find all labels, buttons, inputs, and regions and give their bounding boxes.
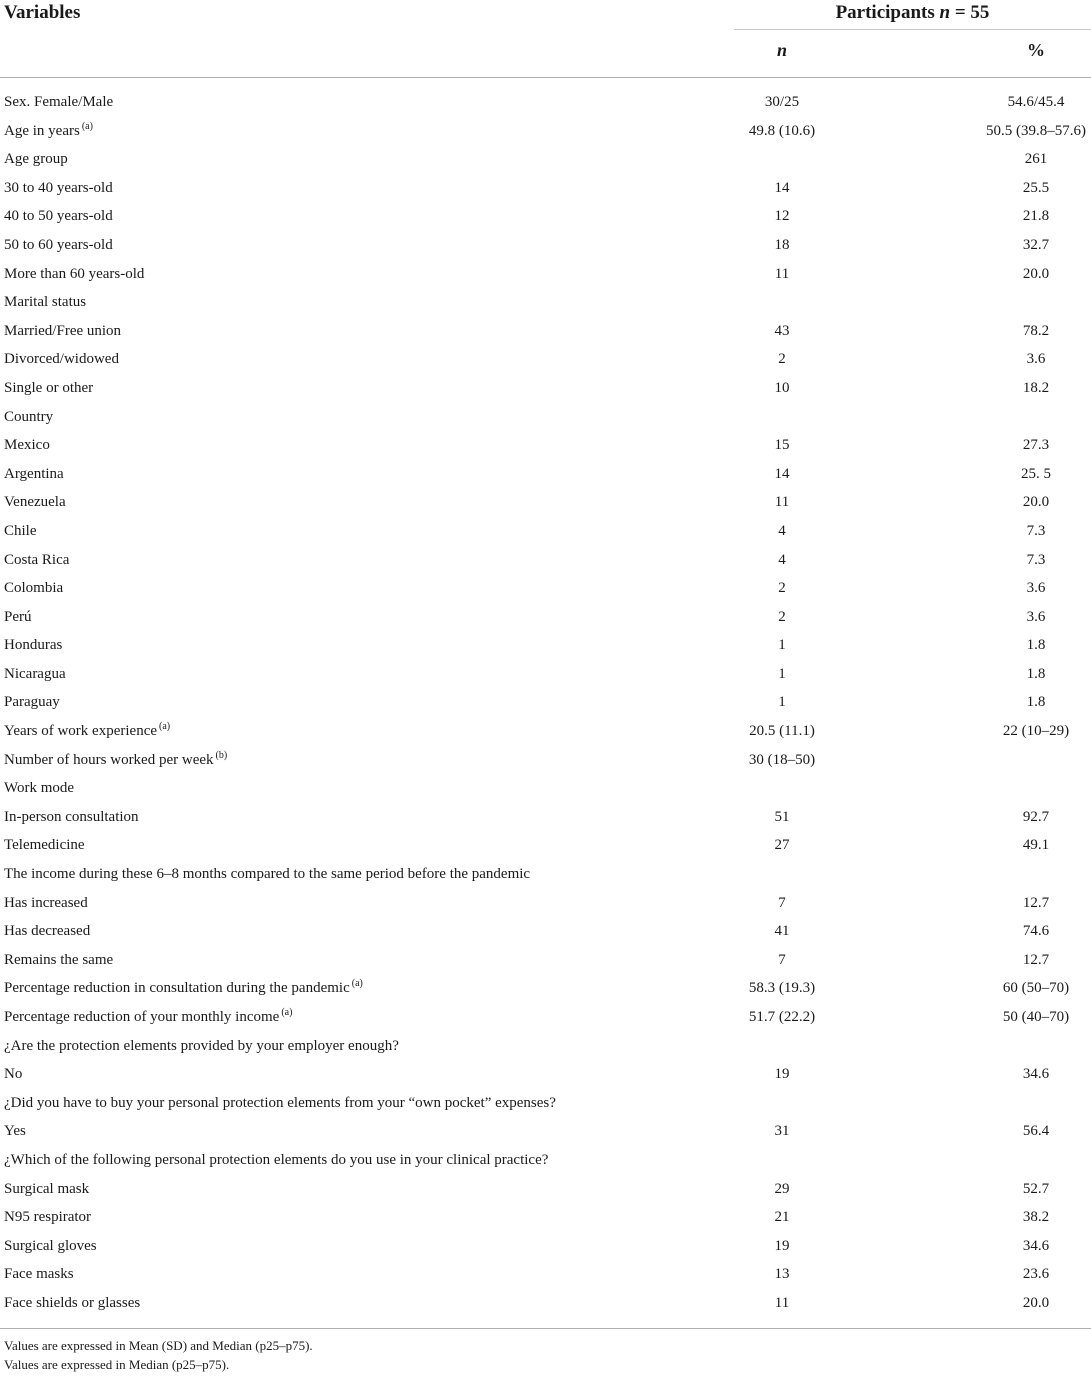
row-n-value: 11 [774,494,790,511]
table-row [0,1175,1091,1204]
row-label [4,1003,292,1031]
table-row [0,603,1091,632]
table-row [0,860,1091,889]
row-label-text: Paraguay [4,694,60,711]
row-label [4,631,62,659]
row-label-text: Single or other [4,379,94,396]
row-label [4,88,113,116]
footnote-marker: (a) [159,721,171,733]
row-percent-value: 92.7 [1022,808,1050,825]
table-row [0,374,1091,403]
table-row [0,831,1091,860]
column-header-n: n [776,40,787,60]
row-percent-value: 74.6 [1022,923,1050,940]
participants-count: = 55 [954,2,990,23]
row-n-value: 21 [774,1209,790,1226]
row-label [4,345,119,373]
row-label [4,917,90,945]
row-percent-value: 56.4 [1022,1123,1050,1140]
row-n-value: 51 [774,808,790,825]
row-percent-value: 50.5 (39.8–57.6) [986,122,1086,139]
row-label-text: Marital status [4,294,87,311]
row-n-value: 58.3 (19.3) [748,980,816,997]
row-n-value: 43 [774,322,790,339]
row-percent-value: 1.8 [1026,694,1046,711]
row-label [4,317,121,345]
row-label [4,803,139,831]
table-row [0,1060,1091,1089]
row-label-text: 50 to 60 years-old [4,236,113,253]
table-row [0,1089,1091,1118]
row-n-value: 7 [778,951,786,968]
row-percent-value: 22 (10–29) [1002,723,1070,740]
row-label [4,860,530,888]
row-label [4,746,227,774]
row-label [4,1289,140,1317]
row-n-value: 19 [774,1066,790,1083]
row-n-value: 27 [774,837,790,854]
table-row [0,746,1091,775]
row-label-text: Venezuela [4,494,66,511]
row-label-text: 40 to 50 years-old [4,208,113,225]
table-row [0,488,1091,517]
row-label [4,774,74,802]
row-percent-value: 25. 5 [1021,465,1051,482]
row-label-text: Has increased [4,894,88,911]
table-row [0,145,1091,174]
table-row [0,917,1091,946]
table-row [0,803,1091,832]
row-label-text: 30 to 40 years-old [4,179,113,196]
row-label-text: Surgical gloves [4,1237,97,1254]
row-n-value: 4 [778,551,786,568]
row-label-text: Nicaragua [4,665,66,682]
row-label [4,231,113,259]
row-n-value: 2 [778,351,786,368]
row-n-value: 30 (18–50) [748,751,816,768]
table-row [0,403,1091,432]
table-row [0,774,1091,803]
table-row [0,345,1091,374]
row-n-value: 1 [778,665,786,682]
row-n-value: 11 [774,1294,790,1311]
row-label [4,174,113,202]
row-n-value: 11 [774,265,790,282]
table-row [0,889,1091,918]
row-label-text: Sex. Female/Male [4,94,114,110]
row-label [4,517,37,545]
table-row [0,546,1091,575]
table-row [0,202,1091,231]
table-row [0,574,1091,603]
row-percent-value: 18.2 [1022,379,1050,396]
row-label [4,145,68,173]
row-percent-value: 20.0 [1022,265,1050,282]
row-percent-value: 3.6 [1026,580,1046,597]
row-label-text: Country [4,408,54,425]
participants-label: Participants [835,2,935,23]
table-row [0,317,1091,346]
row-label-text: Argentina [4,465,64,482]
row-label [4,688,60,716]
row-label [4,1260,74,1288]
row-label-text: No [4,1066,23,1083]
participants-n-symbol: n [939,2,951,23]
row-label-text: Telemedicine [4,837,85,854]
row-n-value: 15 [774,437,790,454]
table-row [0,460,1091,489]
table-row [0,974,1091,1003]
row-n-value: 14 [774,465,790,482]
row-label-text: Years of work experience [4,723,158,740]
row-percent-value: 3.6 [1026,608,1046,625]
row-n-value: 2 [778,580,786,597]
row-label [4,946,113,974]
row-percent-value: 20.0 [1022,494,1050,511]
row-label [4,660,66,688]
row-label-text: Face shields or glasses [4,1294,141,1311]
row-n-value: 13 [774,1266,790,1283]
row-label [4,546,69,574]
row-n-value: 51.7 (22.2) [748,1009,816,1025]
row-label-text: ¿Which of the following personal protection elements do you use in your clinical practice? [4,1151,549,1168]
row-percent-value: 7.3 [1026,522,1046,539]
participants-underline [734,29,1091,30]
row-label-text: Costa Rica [4,551,70,568]
header-divider [0,77,1091,78]
row-label-text: Colombia [4,580,64,597]
row-label-text: Perú [4,608,32,625]
row-label [4,574,63,602]
row-label-text: Has decreased [4,923,91,940]
row-percent-value: 12.7 [1022,951,1050,968]
row-n-value: 41 [774,923,790,940]
row-label-text: Work mode [4,780,75,797]
table-row [0,717,1091,746]
row-label-text: Remains the same [4,951,114,968]
row-label-text: Face masks [4,1266,74,1283]
row-percent-value: 21.8 [1022,208,1050,225]
row-label [4,1117,26,1145]
row-label [4,603,32,631]
row-label-text: Mexico [4,437,50,454]
table-body [0,88,1091,1318]
row-n-value: 14 [774,179,790,196]
row-n-value: 29 [774,1180,790,1197]
row-label-text: Married/Free union [4,322,122,339]
table-row [0,1117,1091,1146]
row-label [4,1089,556,1117]
row-label-text: ¿Did you have to buy your personal protection elements from your “own pocket” expenses? [4,1094,556,1111]
row-label-text: Percentage reduction in consultation during the pandemic [4,980,350,997]
row-percent-value: 27.3 [1022,437,1050,454]
row-n-value: 49.8 (10.6) [748,122,816,139]
table-row [0,660,1091,689]
table-row [0,1289,1091,1318]
row-percent-value: 12.7 [1022,894,1050,911]
table-row [0,688,1091,717]
table-row [0,88,1091,117]
row-label [4,260,144,288]
table-row [0,174,1091,203]
row-label [4,488,66,516]
row-percent-value: 23.6 [1022,1266,1050,1283]
row-n-value: 2 [778,608,786,625]
row-label-text: In-person consultation [4,808,139,825]
row-label-text: Number of hours worked per week [4,751,214,768]
row-n-value: 12 [774,208,790,225]
footnote-a: Values are expressed in Mean (SD) and Median (p25–p75). [4,1338,313,1353]
column-header-variables: Variables [4,2,81,23]
table-row [0,1032,1091,1061]
table-row [0,431,1091,460]
row-n-value: 19 [774,1237,790,1254]
row-label [4,717,170,745]
row-label-text: The income during these 6–8 months compared to the same period before the pandemic [4,866,531,883]
row-percent-value: 32.7 [1022,236,1050,253]
row-label [4,403,53,431]
row-percent-value: 60 (50–70) [1002,980,1070,997]
footnote-marker: (b) [215,749,228,761]
row-label-text: Yes [4,1123,26,1140]
column-header-participants [734,2,1091,24]
row-n-value: 20.5 (11.1) [749,723,815,740]
table-row [0,1260,1091,1289]
row-percent-value: 50 (40–70) [1002,1009,1070,1025]
row-label [4,974,363,1002]
table-row [0,117,1091,146]
row-percent-value: 7.3 [1026,551,1046,568]
row-percent-value: 261 [1024,151,1048,168]
row-label [4,1203,91,1231]
row-label [4,1175,89,1203]
row-percent-value: 3.6 [1026,351,1046,368]
row-label-text: Surgical mask [4,1180,90,1197]
row-label [4,202,113,230]
footnote-marker: (a) [351,978,363,990]
row-percent-value: 34.6 [1022,1066,1050,1083]
row-percent-value: 1.8 [1026,637,1046,654]
row-n-value: 1 [778,637,786,654]
footer-divider [0,1328,1091,1329]
row-label [4,431,50,459]
row-n-value: 7 [778,894,786,911]
row-percent-value: 49.1 [1022,837,1050,854]
row-n-value: 18 [774,236,790,253]
row-percent-value: 38.2 [1022,1209,1050,1226]
table-row [0,517,1091,546]
row-label-text: ¿Are the protection elements provided by your employer enough? [4,1037,399,1054]
row-label [4,460,64,488]
row-label [4,374,93,402]
row-label-text: N95 respirator [4,1209,92,1226]
footnote-marker: (a) [81,120,93,132]
footnote-b: Values are expressed in Median (p25–p75). [4,1357,230,1372]
row-label-text: Age group [4,151,68,168]
row-n-value: 30/25 [764,94,800,110]
row-label-text: Honduras [4,637,63,654]
row-label [4,889,88,917]
row-percent-value: 20.0 [1022,1294,1050,1311]
table-row [0,631,1091,660]
row-label [4,1146,548,1174]
table-row [0,1003,1091,1032]
row-label-text: Percentage reduction of your monthly income [4,1009,280,1025]
row-label [4,1060,22,1088]
table-row [0,231,1091,260]
table-row [0,288,1091,317]
column-header-percent: % [1027,40,1045,60]
row-label [4,831,85,859]
table-row [0,1203,1091,1232]
footnote-marker: (a) [281,1007,293,1018]
row-label [4,1232,97,1260]
row-label-text: Age in years [4,122,80,139]
table-row [0,946,1091,975]
row-label [4,288,86,316]
row-percent-value: 25.5 [1022,179,1050,196]
row-n-value: 10 [774,379,790,396]
row-label-text: Divorced/widowed [4,351,119,368]
table-row [0,1232,1091,1261]
row-label-text: Chile [4,522,37,539]
row-n-value: 4 [778,522,786,539]
row-n-value: 31 [774,1123,790,1140]
row-percent-value: 78.2 [1022,322,1050,339]
row-percent-value: 34.6 [1022,1237,1050,1254]
row-percent-value: 54.6/45.4 [1007,94,1065,110]
row-percent-value: 1.8 [1026,665,1046,682]
row-n-value: 1 [778,694,786,711]
table-row [0,1146,1091,1175]
table-row [0,260,1091,289]
row-label [4,1032,399,1060]
row-percent-value: 52.7 [1022,1180,1050,1197]
row-label-text: More than 60 years-old [4,265,145,282]
row-label [4,117,93,145]
